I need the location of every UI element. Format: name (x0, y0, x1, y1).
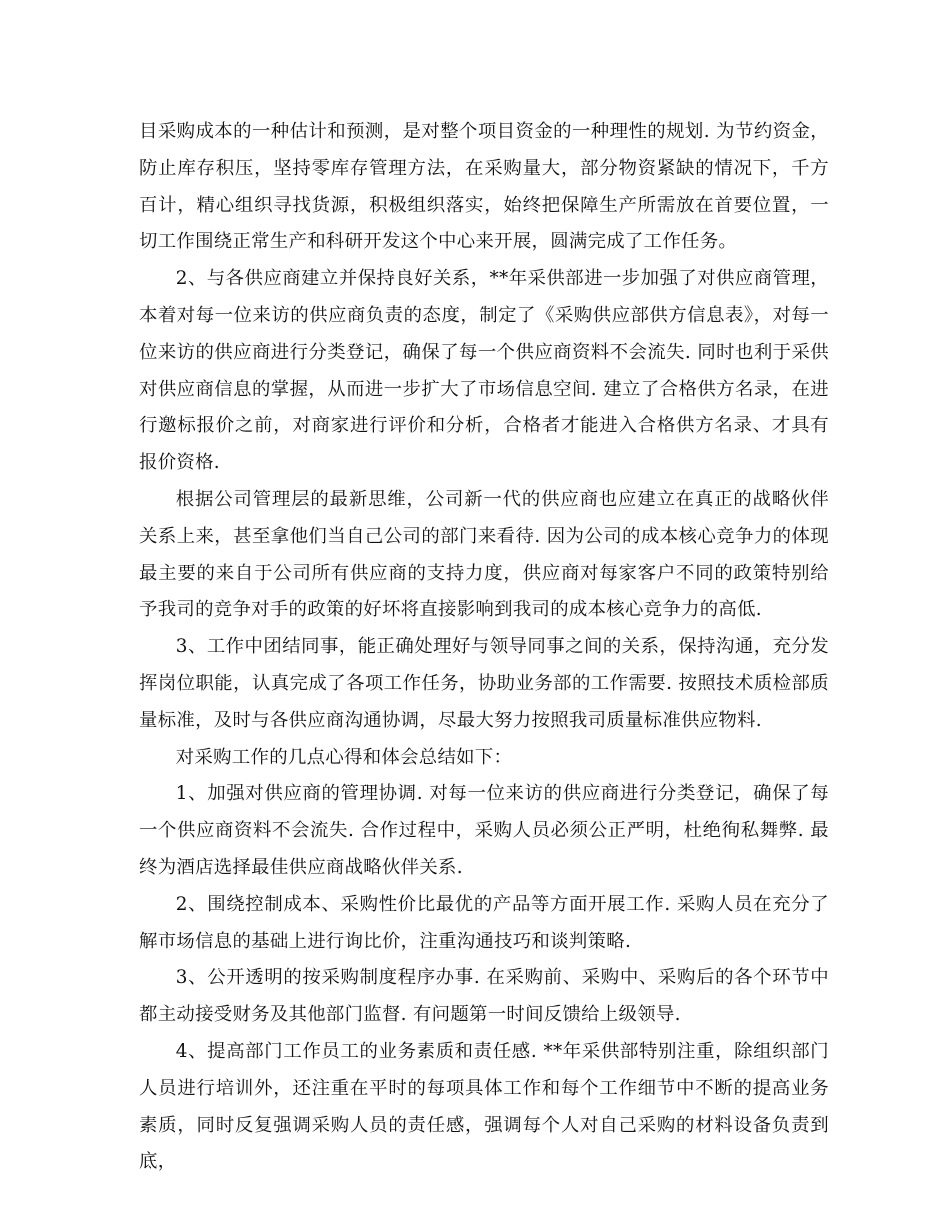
paragraph-2: 2、与各供应商建立并保持良好关系，**年采供部进一步加强了对供应商管理，本着对每一位来访的供应商负责的态度，制定了《采购供应部供方信息表》，对每一位来访的供应商进行分类登记，确保了每一个供应商资料不会流失. 同时也利于采供对供应商信息的掌握，从而进一步扩大了市场信息空间. 建立了合格供方名录，在进行邀标报价之前，对商家进行评价和分析，合格者才能进入合格供方名录、才具有报价资格. (139, 268, 829, 474)
paragraph-9: 4、提高部门工作员工的业务素质和责任感. **年采供部特别注重，除组织部门人员进行培训外，还注重在平时的每项具体工作和每个工作细节中不断的提高业务素质，同时反复强调采购人员的责任感，强调每个人对自己采购的材料设备负责到底， (139, 1040, 829, 1173)
paragraph-4: 3、工作中团结同事，能正确处理好与领导同事之间的关系，保持沟通，充分发挥岗位职能，认真完成了各项工作任务，协助业务部的工作需要. 按照技术质检部质量标准，及时与各供应商沟通协调，尽最大努力按照我司质量标准供应物料. (139, 636, 829, 731)
paragraph-1: 目采购成本的一种估计和预测，是对整个项目资金的一种理性的规划. 为节约资金，防止库存积压，坚持零库存管理方法，在采购量大，部分物资紧缺的情况下，千方百计，精心组织寻找货源，积极组织落实，始终把保障生产所需放在首要位置，一切工作围绕正常生产和科研开发这个中心来开展，圆满完成了工作任务。 (139, 121, 829, 253)
paragraph-7: 2、围绕控制成本、采购性价比最优的产品等方面开展工作. 采购人员在充分了解市场信息的基础上进行询比价，注重沟通技巧和谈判策略. (139, 893, 829, 952)
paragraph-3: 根据公司管理层的最新思维，公司新一代的供应商也应建立在真正的战略伙伴关系上来，甚至拿他们当自己公司的部门来看待. 因为公司的成本核心竞争力的体现最主要的来自于公司所有供应商的支持力度，供应商对每家客户不同的政策特别给予我司的竞争对手的政策的好坏将直接影响到我司的成本核心竞争力的高低. (139, 488, 829, 621)
paragraph-5: 对采购工作的几点心得和体会总结如下： (175, 746, 513, 768)
document-body (139, 114, 829, 1181)
paragraph-6: 1、加强对供应商的管理协调. 对每一位来访的供应商进行分类登记，确保了每一个供应商资料不会流失. 合作过程中，采购人员必须公正严明，杜绝徇私舞弊. 最终为酒店选择最佳供应商战略伙伴关系. (139, 783, 829, 878)
paragraph-8: 3、公开透明的按采购制度程序办事. 在采购前、采购中、采购后的各个环节中都主动接受财务及其他部门监督. 有问题第一时间反馈给上级领导. (139, 967, 829, 1026)
